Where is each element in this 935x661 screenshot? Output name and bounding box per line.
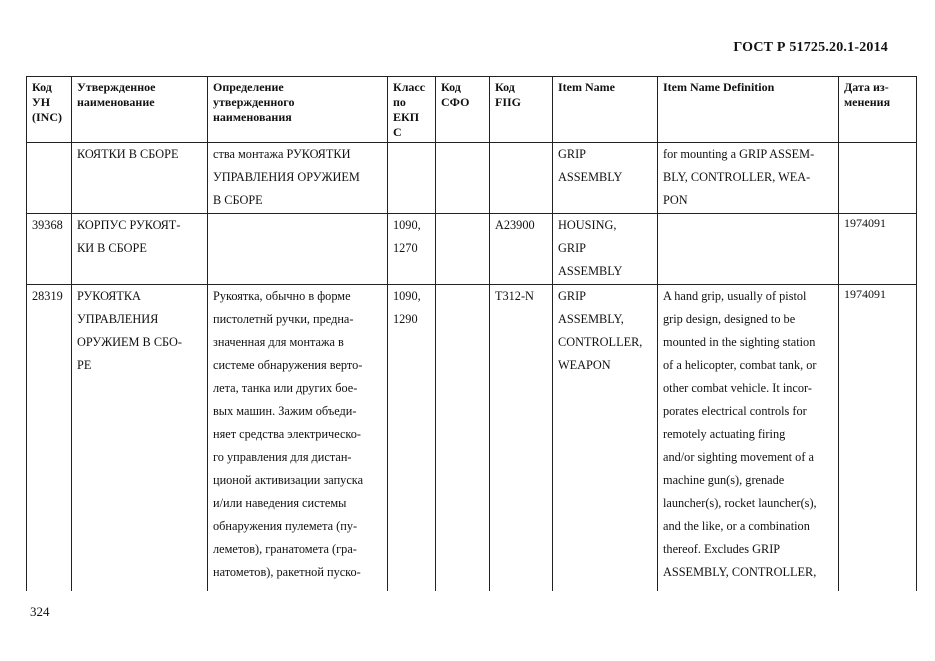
cell-fiig <box>490 214 553 285</box>
cell-text-line: и/или наведения системы <box>213 496 347 510</box>
page-number: 324 <box>30 604 50 619</box>
cell-class <box>388 214 436 285</box>
cell-text-line: remotely actuating firing <box>663 427 786 441</box>
col-header-inc <box>27 77 72 143</box>
cell-sfo <box>436 285 490 592</box>
cell-text-line: менения <box>844 95 891 109</box>
col-header-fiig <box>490 77 553 143</box>
cell-text-line: 39368 <box>32 218 63 232</box>
cell-text-line: thereof. Excludes GRIP <box>663 542 781 556</box>
cell-text-line: Определение <box>213 80 284 94</box>
cell-text-line: and the like, or a combination <box>663 519 810 533</box>
cell-name-definition <box>208 143 388 214</box>
cell-text-line: GRIP <box>558 147 587 161</box>
cell-item-name-definition <box>658 214 839 285</box>
cell-text-line: for mounting a GRIP ASSEM- <box>663 147 815 161</box>
col-header-class <box>388 77 436 143</box>
cell-text-line: 1974091 <box>844 216 886 230</box>
cell-text-line: Класс <box>393 80 426 94</box>
cell-text-line: Код <box>32 80 52 94</box>
cell-text-line: (INC) <box>32 110 62 124</box>
document-title: ГОСТ Р 51725.20.1-2014 <box>733 40 888 55</box>
cell-item-name <box>553 214 658 285</box>
cell-approved-name <box>72 285 208 592</box>
cell-text-line: ASSEMBLY, CONTROLLER, <box>663 565 817 579</box>
cell-text-line: of a helicopter, combat tank, or <box>663 358 817 372</box>
cell-text-line: ASSEMBLY <box>558 170 623 184</box>
cell-text-line: СФО <box>441 95 470 109</box>
cell-text-line: значенная для монтажа в <box>213 335 344 349</box>
cell-text-line: Код <box>441 80 461 94</box>
cell-text-line: РУКОЯТКА <box>77 289 141 303</box>
cell-text-line: С <box>393 125 402 139</box>
cell-text-line: BLY, CONTROLLER, WEA- <box>663 170 811 184</box>
cell-text-line: 1090, <box>393 289 421 303</box>
cell-text-line: ASSEMBLY <box>558 264 623 278</box>
cell-text-line: Дата из- <box>844 80 889 94</box>
cell-text-line: Утвержденное <box>77 80 156 94</box>
cell-class <box>388 285 436 592</box>
cell-approved-name <box>72 214 208 285</box>
cell-text-line: В СБОРЕ <box>213 193 263 207</box>
cell-text-line: леметов), гранатомета (гра- <box>213 542 357 556</box>
cell-text-line: grip design, designed to be <box>663 312 796 326</box>
cell-text-line: 1090, <box>393 218 421 232</box>
cell-text-line: КОЯТКИ В СБОРЕ <box>77 147 179 161</box>
cell-approved-name <box>72 143 208 214</box>
cell-text-line: Рукоятка, обычно в форме <box>213 289 351 303</box>
cell-text-line: WEAPON <box>558 358 611 372</box>
cell-text-line: го управления для дистан- <box>213 450 352 464</box>
cell-text-line: CONTROLLER, <box>558 335 643 349</box>
cell-item-name-definition <box>658 285 839 592</box>
cell-text-line: КИ В СБОРЕ <box>77 241 147 255</box>
cell-fiig <box>490 285 553 592</box>
col-header-item-name <box>553 77 658 143</box>
cell-text-line: по <box>393 95 406 109</box>
cell-inc <box>27 143 72 214</box>
cell-text-line: GRIP <box>558 241 587 255</box>
col-header-item-name-definition <box>658 77 839 143</box>
cell-text-line: Item Name <box>558 80 615 94</box>
cell-item-name <box>553 143 658 214</box>
cell-text-line: 1974091 <box>844 287 886 301</box>
table-header-row <box>27 77 917 143</box>
cell-text-line: утвержденного <box>213 95 295 109</box>
cell-text-line: ционой активизации запуска <box>213 473 364 487</box>
cell-text-line: ства монтажа РУКОЯТКИ <box>213 147 351 161</box>
cell-sfo <box>436 214 490 285</box>
cell-text-line: and/or sighting movement of a <box>663 450 814 464</box>
cell-sfo <box>436 143 490 214</box>
cell-text-line: наименования <box>213 110 292 124</box>
table-row <box>27 214 917 285</box>
cell-text-line: machine gun(s), grenade <box>663 473 785 487</box>
cell-change-date <box>839 143 917 214</box>
cell-text-line: пистолетнй ручки, предна- <box>213 312 354 326</box>
cell-change-date <box>839 285 917 592</box>
table-row <box>27 143 917 214</box>
cell-text-line: наименование <box>77 95 155 109</box>
cell-text-line: A23900 <box>495 218 535 232</box>
cell-text-line: лета, танка или других бое- <box>213 381 358 395</box>
cell-text-line: ОРУЖИЕМ В СБО- <box>77 335 182 349</box>
cell-text-line: other combat vehicle. It incor- <box>663 381 812 395</box>
cell-inc <box>27 214 72 285</box>
cell-text-line: системе обнаружения верто- <box>213 358 363 372</box>
cell-name-definition <box>208 285 388 592</box>
cell-text-line: Код <box>495 80 515 94</box>
cell-text-line: няет средства электрическо- <box>213 427 362 441</box>
cell-item-name-definition <box>658 143 839 214</box>
cell-text-line: обнаружения пулемета (пу- <box>213 519 358 533</box>
cell-text-line: FIIG <box>495 95 522 109</box>
cell-text-line: HOUSING, <box>558 218 617 232</box>
cell-change-date <box>839 214 917 285</box>
cell-text-line: 28319 <box>32 289 63 303</box>
cell-item-name <box>553 285 658 592</box>
cell-text-line: ASSEMBLY, <box>558 312 624 326</box>
cell-text-line: T312-N <box>495 289 534 303</box>
cell-text-line: GRIP <box>558 289 587 303</box>
cell-text-line: PON <box>663 193 688 207</box>
cell-text-line: launcher(s), rocket launcher(s), <box>663 496 817 510</box>
cell-text-line: 1290 <box>393 312 418 326</box>
cell-text-line: 1270 <box>393 241 418 255</box>
cell-text-line: натометов), ракетной пуско- <box>213 565 361 579</box>
cell-class <box>388 143 436 214</box>
items-table <box>26 76 917 591</box>
cell-text-line: porates electrical controls for <box>663 404 807 418</box>
cell-text-line: вых машин. Зажим объеди- <box>213 404 357 418</box>
cell-text-line: ЕКП <box>393 110 420 124</box>
col-header-name-definition <box>208 77 388 143</box>
cell-text-line: РЕ <box>77 358 92 372</box>
cell-text-line: КОРПУС РУКОЯТ- <box>77 218 181 232</box>
cell-text-line: Item Name Definition <box>663 80 775 94</box>
table-row <box>27 285 917 592</box>
cell-text-line: УПРАВЛЕНИЯ <box>77 312 159 326</box>
col-header-sfo <box>436 77 490 143</box>
cell-text-line: mounted in the sighting station <box>663 335 816 349</box>
col-header-change-date <box>839 77 917 143</box>
col-header-approved-name <box>72 77 208 143</box>
cell-inc <box>27 285 72 592</box>
cell-name-definition <box>208 214 388 285</box>
cell-text-line: A hand grip, usually of pistol <box>663 289 807 303</box>
cell-text-line: УН <box>32 95 51 109</box>
cell-text-line: УПРАВЛЕНИЯ ОРУЖИЕМ <box>213 170 360 184</box>
cell-fiig <box>490 143 553 214</box>
